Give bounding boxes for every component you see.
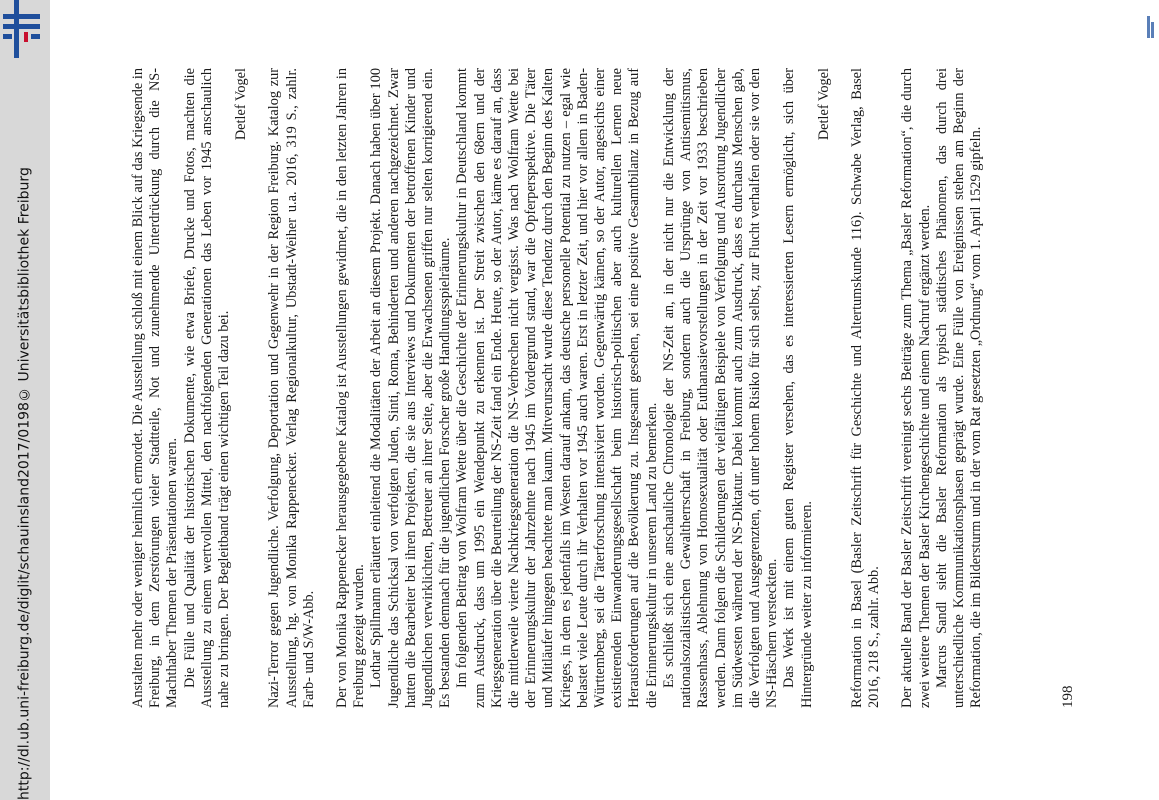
paragraph: Es schließt sich eine anschauliche Chronologie der NS-Zeit an, in der nicht nur die Entwicklung der nationalsozialistischen Gewaltherrschaft in Freiburg, sondern auch die Ursprünge von Antisemitismus, Rassenhass, Ablehnung von Homosexualität oder Euthanasievorstellungen in der Zeit vor 1933 beschrieben werden. Dann folgen die Schilderungen der vielfältigen Beispiele von Verfolgung und Ausrottung Jugendlicher im Südwesten während der NS-Diktatur. Dabei kommt auch zum Ausdruck, dass es durchaus Menschen gab, die Verfolgten und Ausgegrenzten, oft unter hohem Risiko für sich selbst, zur Flucht verhalfen oder sie vor den NS-Häschern versteckten. <box>660 68 781 708</box>
paragraph: Das Werk ist mit einem guten Register versehen, das es interessierten Lesern ermöglicht, sich über Hintergründe weiter zu informieren. <box>781 68 815 708</box>
paragraph: Die Fülle und Qualität der historischen Dokumente, wie etwa Briefe, Drucke und Fotos, machten die Ausstellung zu einem wertvollen Mittel, den nachfolgenden Generationen das Leben vor 1945 anschaulich nahe zu bringen. Der Begleitband trägt einen wichtigen Teil dazu bei. <box>181 68 233 708</box>
paragraph: Anstalten mehr oder weniger heimlich ermordet. Die Ausstellung schloß mit einem Blick auf das Kriegsende in Freiburg, in dem Zerstörungen vieler Stadtteile, Not und zunehmende Unterdrückung durch die NS-Machthaber Themen der Präsentationen waren. <box>130 68 181 708</box>
paragraph: Der aktuelle Band der Basler Zeitschrift vereinigt sechs Beiträge zum Thema „Basler Reformation“, die durch zwei weitere Themen der Basler Kirchengeschichte und einem Nachruf ergänzt werden. <box>899 68 933 708</box>
paragraph: Im folgenden Beitrag von Wolfram Wette über die Geschichte der Erinnerungskultur in Deutschland kommt zum Ausdruck, dass um 1995 ein Wendepunkt zu erkennen ist. Der Streit zwischen den 68ern und der Kriegsgeneration über die Beurteilung der NS-Zeit fand ein Ende. Heute, so der Autor, käme es darauf an, dass die mittlerweile vierte Nachkriegsgeneration die NS-Verbrechen nicht vergisst. Was nach Wolfram Wette bei der Erinnerungskultur der Jahrzehnte nach 1945 im Vordergrund stand, war die Opferperspektive. Die Täter und Mitläufer hingegen beachtete man kaum. Mitverursacht wurde diese Tendenz durch den Beginn des Kalten Krieges, in dem es jedenfalls im Westen darauf ankam, das deutsche personelle Potential zu nutzen – egal wie belastet viele Leute durch ihr Verhalten vor 1945 auch waren. Erst in letzter Zeit, und hier vor allem in Baden-Württemberg, sei die Täterforschung intensiviert worden. Gegenwärtig kämen, so der Autor, angesichts einer existierenden Einwanderungsgesellschaft beim historisch-politischen aber auch kulturellen Lernen neue Herausforderungen auf die Bevölkerung zu. Insgesamt gesehen, sei eine positive Gesamtbilanz in Bezug auf die Erinnerungskultur in unserem Land zu bemerken. <box>454 68 660 708</box>
author-signature: Detlef Vogel <box>233 68 250 141</box>
review-heading: Reformation in Basel (Basler Zeitschrift für Geschichte und Altertumskunde 116). Schwabe Verlag, Basel 2016, 218 S., zahlr. Abb. <box>848 68 883 708</box>
paragraph: Der von Monika Rappenecker herausgegebene Katalog ist Ausstellungen gewidmet, die in den letzten Jahren in Freiburg gezeigt wurden. <box>334 68 368 708</box>
source-url-link[interactable]: http://dl.ub.uni-freiburg.de/diglit/schauinsland2017/0198 <box>16 402 33 800</box>
page-body <box>130 68 985 708</box>
copyright-text: © Universitätsbibliothek Freiburg <box>16 167 33 403</box>
author-signature: Detlef Vogel <box>815 68 832 141</box>
footer-text <box>2 0 48 800</box>
paragraph: Lothar Spillmann erläutert einleitend die Modalitäten der Arbeit an diesem Projekt. Danach haben über 100 Jugendliche das Schicksal von verfolgten Juden, Sinti, Roma, Behinderten und anderen nachgezeichnet. Zwar hatten die Bearbeiter bei ihren Projekten, die sie aus Interviews und Dokumenten der betroffenen Kinder und Jugendlichen verwirklichten, Betreuer an ihrer Seite, aber die Erwachsenen griffen nur selten korrigierend ein. Es bestanden demnach für die jugendlichen Forscher große Handlungsspielräume. <box>368 68 454 708</box>
page-number: 198 <box>1060 685 1076 708</box>
corner-mark-icon <box>1147 16 1155 38</box>
scanned-page <box>60 0 1159 800</box>
paragraph: Marcus Sandl sieht die Basler Reformation als typisch städtisches Phänomen, das durch drei unterschiedliche Kommunikationsphasen geprägt wurde. Eine Fülle von Ereignissen stehen am Beginn der Reformation, die im Bildersturm und in der vom Rat gesetzten „Ordnung“ vom 1. April 1529 gipfeln. <box>933 68 985 708</box>
sidebar <box>0 0 50 800</box>
review-heading: Nazi-Terror gegen Jugendliche. Verfolgung, Deportation und Gegenwehr in der Region Freiburg. Katalog zur Ausstellung, hg. von Monika Rappenecker. Verlag Regionalkultur, Ubstadt-Weiher u.a. 2016, 319 S., zahlr. Farb- und S/W-Abb. <box>266 68 317 708</box>
